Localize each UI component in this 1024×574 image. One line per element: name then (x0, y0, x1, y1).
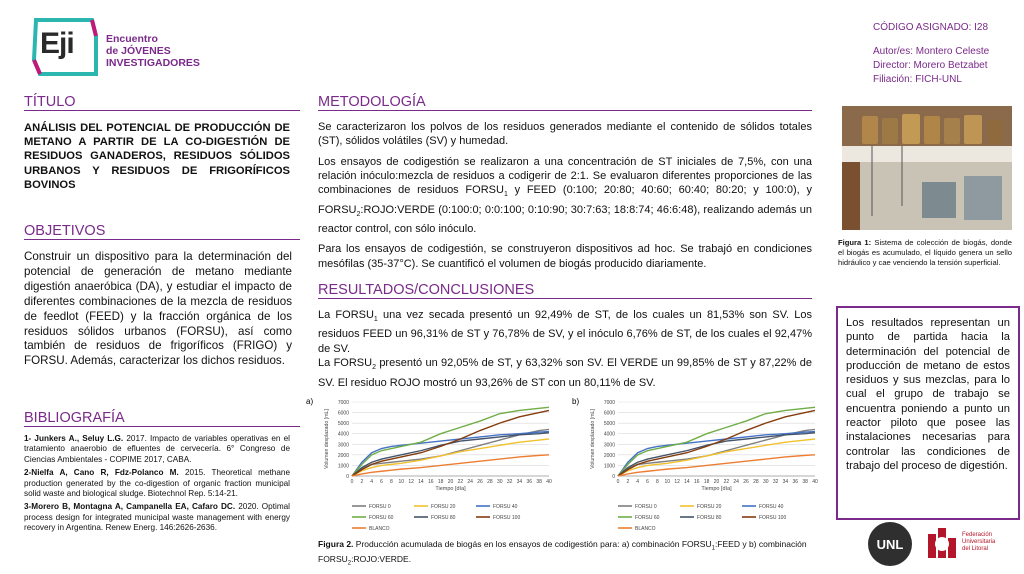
legend-label: FORSU 40 (759, 504, 784, 510)
x-tick-label: 0 (616, 479, 620, 485)
x-tick-label: 30 (496, 479, 503, 485)
subscript: 2 (356, 210, 361, 218)
x-tick-label: 22 (457, 479, 464, 485)
x-tick-label: 12 (408, 479, 414, 485)
x-tick-label: 28 (487, 479, 493, 485)
subscript: 1 (373, 316, 378, 324)
resultados-p2-part-a: La FORSU (318, 357, 373, 370)
reference-item (24, 502, 290, 533)
figure-2-caption-c: :ROJO:VERDE. (351, 554, 412, 565)
biogas-photo-illustration (842, 106, 1012, 230)
x-tick-label: 24 (733, 479, 739, 485)
figure-1-caption-text: Sistema de colección de biogás, donde el biogás es acumulado, el líquido genera un sello hidráulico y cae venciendo la tensión superficial. (838, 238, 1012, 267)
legend-label: FORSU 20 (431, 504, 456, 510)
x-tick-label: 40 (546, 479, 552, 485)
y-tick-label: 5000 (337, 421, 349, 428)
subscript: 1 (711, 545, 715, 552)
resultados-heading: RESULTADOS/CONCLUSIONES (318, 282, 812, 299)
fed-logo-mark (924, 524, 960, 564)
subscript: 2 (372, 364, 376, 372)
x-tick-label: 26 (477, 479, 483, 485)
x-tick-label: 2 (360, 479, 364, 485)
figure-1-label: Figura 1: (838, 238, 872, 247)
x-tick-label: 10 (398, 479, 405, 485)
x-tick-label: 28 (753, 479, 759, 485)
legend-label: FORSU 100 (493, 515, 521, 521)
conclusion-text: Los resultados representan un punto de partida hacia la determinación del potencial de producción de metano de estos residuos y sus mezclas, para lo cual el grupo de trabajo se encuentra poniendo a punto un reactor piloto que posee las instalaciones necesarias para controlar las condiciones de trabajo del proceso de digestión. (846, 317, 1010, 472)
code-assigned: CÓDIGO ASIGNADO: I28 (873, 22, 989, 33)
resultados-p1-part-b: una vez secada presentó un 92,49% de ST, de los cuales un 81,53% son SV. Los residuos FEED un 96,31% de ST y 76,78% de SV, y el inóculo 6,76% de ST, de los cuales el 92,47% de SV. (318, 309, 812, 355)
x-tick-label: 26 (743, 479, 749, 485)
y-tick-label: 0 (612, 474, 615, 480)
legend-label: FORSU 0 (369, 504, 391, 510)
metodologia-paragraph-1: Se caracterizaron los polvos de los residuos generados mediante el contenido de sólidos totales (ST), sólidos volátiles (SV) y humedad. (318, 121, 812, 148)
y-tick-label: 0 (346, 474, 349, 480)
y-tick-label: 7000 (603, 400, 615, 406)
x-tick-label: 8 (390, 479, 393, 485)
resultados-paragraph-1 (318, 308, 812, 356)
y-tick-label: 3000 (603, 442, 615, 449)
y-tick-label: 6000 (337, 410, 349, 417)
x-tick-label: 20 (447, 479, 454, 485)
legend-label: BLANCO (635, 526, 656, 532)
x-tick-label: 14 (418, 479, 424, 485)
fed-line-1: Federación (962, 532, 993, 538)
logo-letters: Eji (40, 27, 74, 60)
logo-text (106, 33, 200, 69)
logo-line-1: Encuentro (106, 33, 158, 45)
reference-authors: 3-Morero B, Montagna A, Campanella EA, Cafaro DC. (24, 502, 236, 512)
y-tick-label: 3000 (337, 442, 349, 449)
legend-label: FORSU 40 (493, 504, 518, 510)
metodologia-p2-part-a: Los ensayos de codigestión se realizaron a una concentración de ST iniciales de 7,5%, con una relación inóculo:mezcla de residuos a codigerir de 2:1. Se evaluaron diferentes proporciones de las combinaciones de residuos FORSU (318, 155, 812, 197)
y-tick-label: 6000 (603, 410, 615, 417)
series-line (618, 410, 815, 476)
reference-item (24, 434, 290, 465)
legend-label: FORSU 20 (697, 504, 722, 510)
chart-a-panel (304, 394, 559, 534)
y-tick-label: 7000 (337, 400, 349, 406)
series-line (352, 429, 549, 476)
resultados-p2-part-b: presentó un 92,05% de ST, y 63,32% son SV. El VERDE un 99,85% de ST y 87,22% de SV. El residuo ROJO mostró un 93,26% de ST con un 80,11% de SV. (318, 357, 812, 389)
metodologia-p2-part-c: :ROJO:VERDE (0:100:0; 0:0:100; 0:10:90; 30:7:63; 18:8:74; 46:6:48), realizando además un reactor control, con sólo inóculo. (318, 203, 812, 236)
y-axis-label: Volumen desplazado [mL] (324, 409, 330, 469)
unl-logo (868, 522, 912, 566)
x-tick-label: 18 (703, 479, 710, 485)
bibliography-list (24, 434, 290, 537)
x-tick-label: 32 (506, 479, 513, 485)
reference-authors: 1- Junkers A., Seluy L.G. (24, 434, 124, 443)
director: Director: Morero Betzabet (873, 60, 988, 71)
x-tick-label: 16 (694, 479, 700, 485)
logo-line-2: de JÓVENES (106, 45, 171, 57)
x-tick-label: 4 (370, 479, 374, 485)
fed-logo (924, 524, 1014, 564)
objetivos-heading: OBJETIVOS (24, 223, 300, 240)
authors: Autor/es: Montero Celeste (873, 46, 990, 57)
metodologia-heading: METODOLOGÍA (318, 94, 812, 111)
x-tick-label: 34 (516, 479, 523, 485)
x-axis-label: Tiempo [día] (435, 486, 466, 492)
y-tick-label: 1000 (337, 463, 349, 470)
biogas-photo (842, 106, 1012, 230)
legend-label: FORSU 60 (369, 515, 394, 521)
x-tick-label: 16 (428, 479, 434, 485)
reference-text: 2017. Impacto de variables operativas en el tratamiento anaerobio de efluentes de cervecería. 6° Congreso de Ciencias Ambientales - COPIME 2017, CABA. (24, 434, 290, 464)
objetivos-text: Construir un dispositivo para la determinación del potencial de generación de metano mediante digestión anaeróbica (DA), y estudiar el impacto de diferentes combinaciones de la mezcla de residuos de feedlot (FEED) y la fracción orgánica de los residuos sólidos urbanos (FORSU), así como también de residuos de frigoríficos (FRIGO) y FORSU. Además, caracterizar los dichos residuos. (24, 250, 292, 368)
event-logo (30, 16, 100, 78)
reference-text: 2015. Theoretical methane production generated by the co-digestion of organic fraction municipal solid waste and biological sludge. Biotechnol Rep. 5:14-21. (24, 468, 290, 499)
figure-1-caption (838, 238, 1012, 268)
x-axis-label: Tiempo [día] (701, 486, 732, 492)
series-line (352, 410, 549, 476)
x-tick-label: 4 (636, 479, 640, 485)
titulo-heading: TÍTULO (24, 94, 300, 111)
legend-label: FORSU 60 (635, 515, 660, 521)
figure-2-caption-b: :FEED y b) combinación FORSU (318, 539, 807, 565)
legend-label: FORSU 80 (697, 515, 722, 521)
x-tick-label: 14 (684, 479, 690, 485)
reference-item (24, 468, 290, 499)
x-tick-label: 24 (467, 479, 473, 485)
x-tick-label: 10 (664, 479, 671, 485)
metodologia-text (318, 120, 812, 277)
fed-line-3: del Litoral (962, 546, 989, 552)
x-tick-label: 40 (812, 479, 818, 485)
metodologia-p2-part-b: y FEED (0:100; 20:80; 40:60; 60:40; 80:20; y 100:0), y FORSU (318, 184, 812, 216)
x-tick-label: 8 (656, 479, 659, 485)
legend-label: FORSU 0 (635, 504, 657, 510)
reference-authors: 2-Nielfa A, Cano R, Fdz-Polanco M. (24, 468, 179, 478)
y-tick-label: 2000 (603, 452, 615, 459)
x-tick-label: 2 (626, 479, 630, 485)
resultados-p1-part-a: La FORSU (318, 309, 374, 321)
y-tick-label: 5000 (603, 421, 615, 428)
metodologia-paragraph-2 (318, 155, 812, 237)
affiliation: Filiación: FICH-UNL (873, 74, 962, 85)
y-tick-label: 1000 (603, 463, 615, 470)
x-tick-label: 38 (802, 479, 808, 485)
panel-label: a) (306, 397, 314, 406)
subscript: 2 (347, 560, 352, 567)
x-tick-label: 6 (380, 479, 383, 485)
chart-a (304, 394, 559, 534)
fed-logo-text (962, 532, 995, 553)
y-tick-label: 4000 (603, 431, 615, 438)
x-tick-label: 20 (713, 479, 720, 485)
legend-label: FORSU 100 (759, 515, 787, 521)
resultados-paragraph-2 (318, 356, 812, 390)
chart-b-panel (570, 394, 825, 534)
x-tick-label: 36 (792, 479, 799, 485)
x-tick-label: 36 (526, 479, 533, 485)
figure-2-caption-a: Producción acumulada de biogás en los ensayos de codigestión para: a) combinación FORSU (353, 539, 712, 549)
metodologia-paragraph-3: Para los ensayos de codigestión, se construyeron dispositivos ad hoc. Se trabajó en condiciones mesófilas (35-37°C). Se cuantificó el volumen de biogás producido diariamente. (318, 243, 812, 270)
figure-2-caption (318, 539, 818, 569)
x-tick-label: 6 (646, 479, 649, 485)
unl-logo-text: UNL (876, 536, 904, 552)
x-tick-label: 22 (723, 479, 730, 485)
series-line (618, 429, 815, 476)
conclusion-box (836, 306, 1020, 520)
x-tick-label: 0 (350, 479, 354, 485)
subscript: 1 (503, 191, 508, 199)
reference-text: 2020. Optimal process design for integrated municipal waste management with energy recovery in Argentina. Renew Energ. 146:2626-2636. (24, 502, 291, 533)
resultados-text (318, 308, 812, 390)
x-tick-label: 34 (782, 479, 789, 485)
legend-label: FORSU 80 (431, 515, 456, 521)
logo-line-3: INVESTIGADORES (106, 57, 200, 69)
fed-line-2: Universitaria (962, 539, 996, 545)
y-axis-label: Volumen desplazado [mL] (590, 409, 596, 469)
panel-label: b) (572, 397, 580, 406)
y-tick-label: 4000 (337, 431, 349, 438)
y-tick-label: 2000 (337, 452, 349, 459)
legend-label: BLANCO (369, 526, 390, 532)
x-tick-label: 32 (772, 479, 779, 485)
poster-title: ANÁLISIS DEL POTENCIAL DE PRODUCCIÓN DE METANO A PARTIR DE LA CO-DIGESTIÓN DE RESIDUOS GANADEROS, RESIDUOS SÓLIDOS URBANOS Y RESIDUOS DE FRIGORÍFICOS BOVINOS (24, 122, 290, 191)
x-tick-label: 38 (536, 479, 542, 485)
x-tick-label: 12 (674, 479, 680, 485)
figure-2-label: Figura 2. (318, 539, 354, 549)
bibliografia-heading: BIBLIOGRAFÍA (24, 410, 300, 427)
chart-b (570, 394, 825, 534)
x-tick-label: 30 (762, 479, 769, 485)
header-info (873, 45, 989, 87)
x-tick-label: 18 (437, 479, 444, 485)
